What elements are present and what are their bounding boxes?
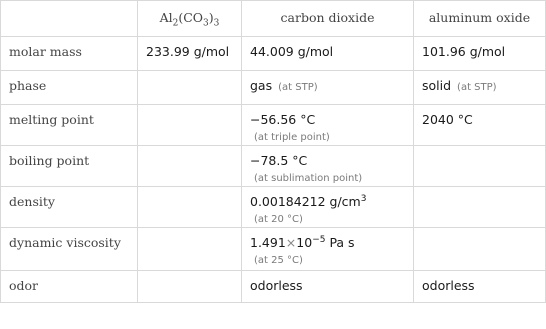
row-label-boiling-point: boiling point bbox=[1, 146, 138, 187]
boiling-point-aluminum-carbonate bbox=[138, 146, 242, 187]
density-aluminum-carbonate bbox=[138, 187, 242, 228]
melting-point-carbon-dioxide: −56.56 °C (at triple point) bbox=[242, 105, 414, 146]
row-label-dynamic-viscosity: dynamic viscosity bbox=[1, 228, 138, 271]
phase-carbon-dioxide: gas (at STP) bbox=[242, 71, 414, 105]
table-row bbox=[1, 105, 546, 146]
header-aluminum-oxide: aluminum oxide bbox=[414, 1, 546, 37]
odor-aluminum-carbonate bbox=[138, 271, 242, 303]
phase-aluminum-oxide: solid (at STP) bbox=[414, 71, 546, 105]
density-carbon-dioxide: 0.00184212 $g/cm^3$ (at 20 °C) bbox=[242, 187, 414, 228]
table-row bbox=[1, 187, 546, 228]
table-row bbox=[1, 37, 546, 71]
boiling-point-aluminum-oxide bbox=[414, 146, 546, 187]
melting-point-aluminum-oxide: 2040 °C bbox=[414, 105, 546, 146]
dynamic-viscosity-carbon-dioxide: $1.491\times 10^{-5}$ Pa s (at 25 °C) bbox=[242, 228, 414, 271]
row-label-odor: odor bbox=[1, 271, 138, 303]
odor-carbon-dioxide: odorless bbox=[242, 271, 414, 303]
table-row bbox=[1, 146, 546, 187]
header-row bbox=[1, 1, 546, 37]
header-carbon-dioxide: carbon dioxide bbox=[242, 1, 414, 37]
melting-point-aluminum-carbonate bbox=[138, 105, 242, 146]
molar-mass-aluminum-oxide: 101.96 g/mol bbox=[414, 37, 546, 71]
dynamic-viscosity-aluminum-carbonate bbox=[138, 228, 242, 271]
header-corner-cell bbox=[1, 1, 138, 37]
row-label-density: density bbox=[1, 187, 138, 228]
row-label-molar-mass: molar mass bbox=[1, 37, 138, 71]
table-row bbox=[1, 228, 546, 271]
header-aluminum-carbonate: $Al_2(CO_3)_3$ bbox=[138, 1, 242, 37]
molar-mass-carbon-dioxide: 44.009 g/mol bbox=[242, 37, 414, 71]
table-row bbox=[1, 271, 546, 303]
dynamic-viscosity-aluminum-oxide bbox=[414, 228, 546, 271]
phase-aluminum-carbonate bbox=[138, 71, 242, 105]
table-row bbox=[1, 71, 546, 105]
density-aluminum-oxide bbox=[414, 187, 546, 228]
molar-mass-aluminum-carbonate: 233.99 g/mol bbox=[138, 37, 242, 71]
odor-aluminum-oxide: odorless bbox=[414, 271, 546, 303]
boiling-point-carbon-dioxide: −78.5 °C (at sublimation point) bbox=[242, 146, 414, 187]
row-label-phase: phase bbox=[1, 71, 138, 105]
row-label-melting-point: melting point bbox=[1, 105, 138, 146]
